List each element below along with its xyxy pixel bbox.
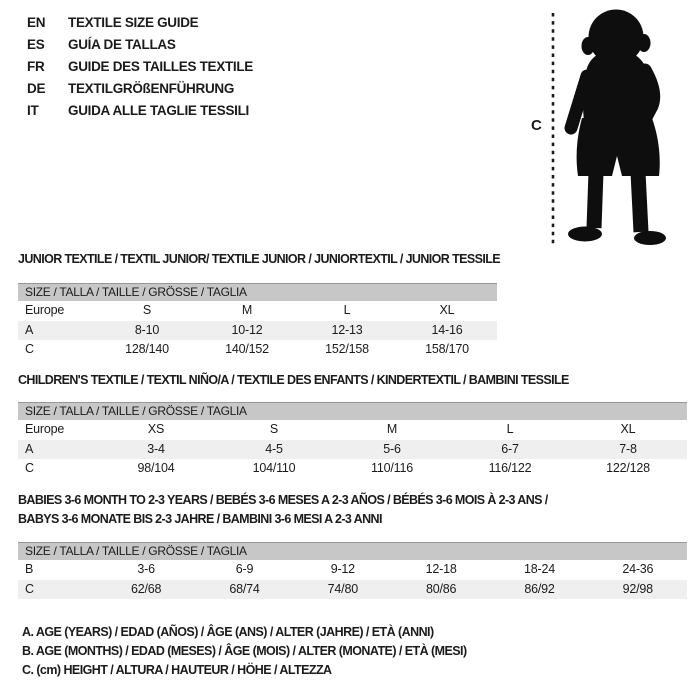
size-value: 98/104	[137, 461, 175, 475]
size-header-bar: SIZE / TALLA / TAILLE / GRÖSSE / TAGLIA	[18, 283, 497, 301]
row-label: A	[25, 441, 34, 456]
size-value: 86/92	[524, 581, 555, 596]
junior-table-title: JUNIOR TEXTILE / TEXTIL JUNIOR/ TEXTILE JUNIOR / JUNIORTEXTIL / JUNIOR TESSILE	[18, 252, 500, 266]
children-size-table	[18, 402, 687, 479]
table-row	[18, 340, 497, 360]
size-value: XL	[439, 303, 455, 317]
row-label: Europe	[25, 303, 65, 317]
babies-size-table	[18, 542, 687, 599]
size-value: 12-18	[425, 562, 457, 576]
size-value: XL	[620, 422, 636, 436]
language-row	[27, 78, 253, 100]
size-value: 62/68	[131, 581, 162, 596]
size-value: 110/116	[371, 461, 413, 475]
table-row	[18, 301, 497, 321]
language-title: TEXTILE SIZE GUIDE	[68, 15, 199, 30]
language-title-list	[27, 12, 253, 122]
toddler-silhouette	[540, 6, 692, 248]
size-value: 4-5	[265, 441, 283, 456]
footnote-legend	[22, 623, 467, 680]
size-value: XS	[147, 422, 165, 436]
row-label: Europe	[25, 422, 65, 436]
children-table-title: CHILDREN'S TEXTILE / TEXTIL NIÑO/A / TEXTILE DES ENFANTS / KINDERTEXTIL / BAMBINI TESSILE	[18, 373, 569, 387]
toddler-body	[568, 10, 666, 246]
size-value: L	[506, 422, 514, 436]
language-row	[27, 56, 253, 78]
size-value: 152/158	[325, 342, 369, 356]
size-value: 3-6	[137, 562, 155, 576]
size-value: 18-24	[523, 562, 555, 576]
size-value: 7-8	[619, 441, 637, 456]
size-value: 122/128	[606, 461, 650, 475]
size-value: L	[343, 303, 351, 317]
size-value: 80/86	[426, 581, 457, 596]
language-code: FR	[27, 59, 45, 74]
size-value: 8-10	[134, 322, 160, 337]
babies-table-title: BABIES 3-6 MONTH TO 2-3 YEARS / BEBÉS 3-6 MESES A 2-3 AÑOS / BÉBÉS 3-6 MOIS À 2-3 ANS / BABYS 3-6 MONATE BIS 2-3 JAHRE / BAMBINI 3-6 MESI A 2-3 ANNI	[18, 493, 548, 526]
language-code: IT	[27, 103, 39, 118]
size-value: 68/74	[229, 581, 260, 596]
language-row	[27, 100, 253, 122]
language-code: EN	[27, 15, 46, 30]
junior-size-table	[18, 283, 497, 360]
size-value: M	[241, 303, 253, 317]
size-value: 116/122	[488, 461, 532, 475]
size-value: 140/152	[225, 342, 269, 356]
language-title: GUIDA ALLE TAGLIE TESSILI	[68, 103, 249, 118]
language-code: ES	[27, 37, 45, 52]
table-row	[18, 560, 687, 580]
size-value: 5-6	[383, 441, 401, 456]
size-value: S	[142, 303, 152, 317]
size-header-bar: SIZE / TALLA / TAILLE / GRÖSSE / TAGLIA	[18, 402, 687, 420]
footnote-line: B. AGE (MONTHS) / EDAD (MESES) / ÂGE (MOIS) / ALTER (MONATE) / ETÀ (MESI)	[22, 644, 467, 658]
language-title: TEXTILGRÖßENFÜHRUNG	[68, 81, 235, 96]
table-row	[18, 420, 687, 440]
language-title: GUÍA DE TALLAS	[68, 37, 176, 52]
size-value: 24-36	[622, 562, 654, 576]
size-value: 3-4	[147, 441, 165, 456]
size-value: 104/110	[252, 461, 296, 475]
size-value: 74/80	[327, 581, 358, 596]
table-row	[18, 440, 687, 460]
size-value: 128/140	[125, 342, 169, 356]
table-row	[18, 321, 497, 341]
size-value: M	[386, 422, 398, 436]
row-label: C	[25, 581, 34, 596]
size-value: 6-9	[235, 562, 254, 576]
size-value: 14-16	[431, 322, 463, 337]
size-value: S	[269, 422, 279, 436]
table-row	[18, 580, 687, 600]
row-label: A	[25, 322, 34, 337]
language-title: GUIDE DES TAILLES TEXTILE	[68, 59, 254, 74]
language-row	[27, 12, 253, 34]
language-row	[27, 34, 253, 56]
footnote-line: A. AGE (YEARS) / EDAD (AÑOS) / ÂGE (ANS) / ALTER (JAHRE) / ETÀ (ANNI)	[22, 625, 434, 639]
size-value: 6-7	[501, 441, 519, 456]
row-label: C	[25, 461, 34, 475]
language-code: DE	[27, 81, 46, 96]
size-value: 12-13	[331, 322, 363, 337]
row-label: B	[25, 562, 34, 576]
table-row	[18, 459, 687, 479]
footnote-line: C. (cm) HEIGHT / ALTURA / HAUTEUR / HÖHE / ALTEZZA	[22, 663, 332, 677]
size-value: 10-12	[231, 322, 263, 337]
row-label: C	[25, 342, 34, 356]
size-header-bar: SIZE / TALLA / TAILLE / GRÖSSE / TAGLIA	[18, 542, 687, 560]
height-measure-label: C	[531, 117, 542, 134]
size-value: 9-12	[330, 562, 355, 576]
size-value: 92/98	[622, 581, 653, 596]
size-value: 158/170	[425, 342, 469, 356]
